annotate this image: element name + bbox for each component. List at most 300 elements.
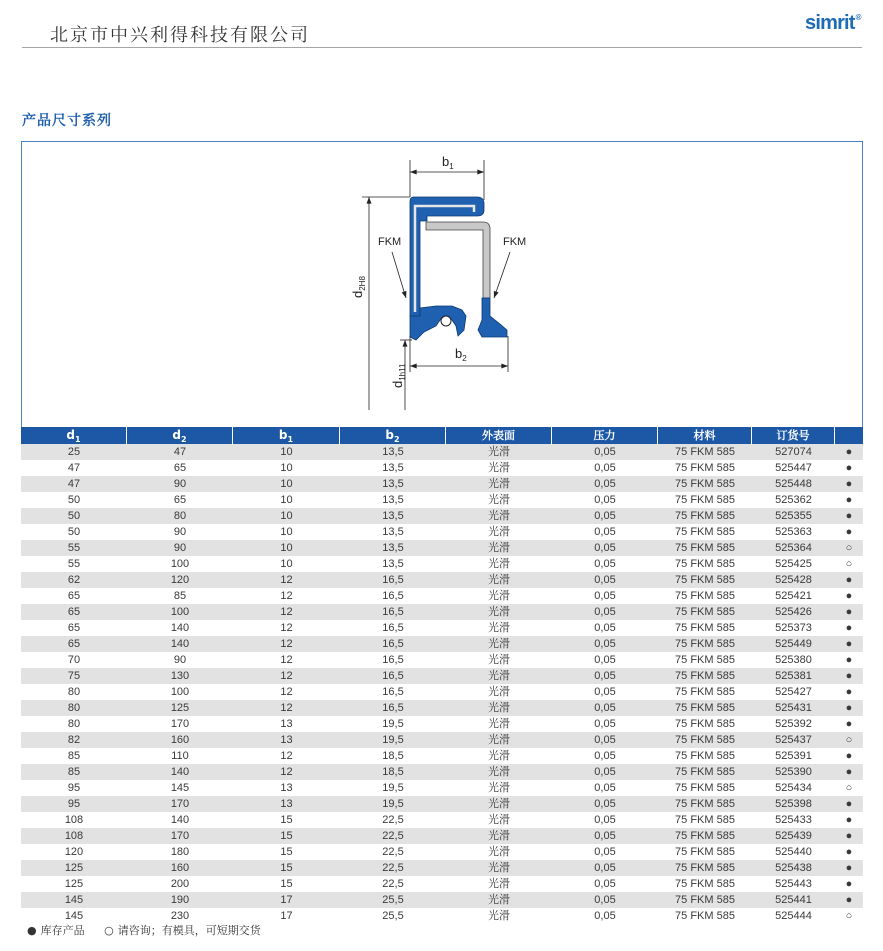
stock-legend [27,924,277,938]
cell-pressure: 0,05 [594,718,616,730]
cell-surface: 光滑 [488,526,510,538]
cell-pressure: 0,05 [594,734,616,746]
cell-material: 75 FKM 585 [675,510,735,522]
cell-b2: 13,5 [382,558,404,570]
cell-d1: 120 [64,846,84,858]
cell-pressure: 0,05 [594,638,616,650]
cell-pressure: 0,05 [594,590,616,602]
cell-surface: 光滑 [488,702,510,714]
table-row [21,812,863,828]
cell-stock: ● [845,862,853,874]
cell-material: 75 FKM 585 [675,878,735,890]
cell-material: 75 FKM 585 [675,702,735,714]
cell-d2: 170 [170,798,190,810]
cell-stock: ● [845,798,853,810]
cell-b1: 13 [280,718,293,730]
cell-b1: 10 [280,446,293,458]
cell-stock: ● [845,654,853,666]
b1-label-subscript: 1 [449,162,454,171]
cell-material: 75 FKM 585 [675,462,735,474]
cell-stock: ● [845,766,853,778]
cell-surface: 光滑 [488,622,510,634]
cell-pressure: 0,05 [594,526,616,538]
cell-d1: 145 [64,910,84,922]
cell-stock: ● [845,494,853,506]
cell-d1: 95 [67,798,81,810]
cell-b1: 12 [280,638,293,650]
cell-b2: 18,5 [382,766,404,778]
cell-pressure: 0,05 [594,574,616,586]
cell-d2: 100 [170,558,190,570]
table-row [21,700,863,716]
cell-b2: 25,5 [382,910,404,922]
cell-surface: 光滑 [488,766,510,778]
cell-d1: 70 [67,654,81,666]
cell-d2: 130 [170,670,190,682]
table-row [21,460,863,476]
cell-order-number: 525355 [775,510,812,522]
cell-d2: 140 [170,814,190,826]
cell-d1: 50 [67,494,81,506]
cell-stock: ● [845,638,853,650]
cell-stock: ● [845,462,853,474]
cell-order-number: 525448 [775,478,812,490]
cell-d1: 65 [67,622,81,634]
legend-item-in-stock [27,924,85,938]
cell-pressure: 0,05 [594,702,616,714]
simrit-logo [805,12,861,35]
cell-order-number: 525425 [775,558,812,570]
cell-surface: 光滑 [488,670,510,682]
cell-b2: 16,5 [382,590,404,602]
cell-material: 75 FKM 585 [675,734,735,746]
cell-surface: 光滑 [488,542,510,554]
cell-surface: 光滑 [488,478,510,490]
col-header-b1 [233,427,340,445]
cell-d2: 190 [170,894,190,906]
d1-label-symbol: d [390,380,405,388]
cell-pressure: 0,05 [594,510,616,522]
cell-stock: ● [845,622,853,634]
cell-b2: 16,5 [382,670,404,682]
cell-order-number: 525438 [775,862,812,874]
col-header-material: 材料 [658,427,752,445]
cell-surface: 光滑 [488,782,510,794]
cell-material: 75 FKM 585 [675,830,735,842]
cell-pressure: 0,05 [594,814,616,826]
cell-b1: 12 [280,686,293,698]
cell-b2: 22,5 [382,814,404,826]
cell-surface: 光滑 [488,718,510,730]
cell-order-number: 525363 [775,526,812,538]
cell-d1: 50 [67,526,81,538]
d2-label [350,276,367,298]
d1-label [390,363,407,388]
cell-d1: 55 [67,542,81,554]
cell-pressure: 0,05 [594,606,616,618]
cell-surface: 光滑 [488,590,510,602]
cell-pressure: 0,05 [594,542,616,554]
cell-d2: 65 [173,462,187,474]
cell-pressure: 0,05 [594,894,616,906]
table-row [21,796,863,812]
cell-stock: ○ [845,558,853,570]
cell-b1: 13 [280,798,293,810]
cell-pressure: 0,05 [594,446,616,458]
cell-d2: 140 [170,766,190,778]
cell-d1: 65 [67,590,81,602]
fkm-right-arrow [494,252,510,298]
seal-metal-insert-inner [426,222,490,298]
cell-surface: 光滑 [488,558,510,570]
cell-b1: 10 [280,478,293,490]
cell-b2: 19,5 [382,782,404,794]
cell-surface: 光滑 [488,494,510,506]
cell-stock: ● [845,702,853,714]
cell-surface: 光滑 [488,446,510,458]
table-row [21,876,863,892]
cell-material: 75 FKM 585 [675,446,735,458]
cell-order-number: 525390 [775,766,812,778]
cell-d1: 80 [67,702,81,714]
cell-material: 75 FKM 585 [675,622,735,634]
cell-material: 75 FKM 585 [675,686,735,698]
col-header-b2-symbol: b [385,428,394,442]
cell-b1: 12 [280,670,293,682]
cell-material: 75 FKM 585 [675,750,735,762]
table-body [21,444,863,924]
cell-pressure: 0,05 [594,846,616,858]
cell-b1: 12 [280,606,293,618]
cell-surface: 光滑 [488,862,510,874]
cell-d1: 62 [67,574,81,586]
cell-stock: ● [845,446,853,458]
cell-order-number: 525439 [775,830,812,842]
cell-d1: 80 [67,718,81,730]
table-row [21,444,863,460]
material-label-left: FKM [378,236,402,248]
cell-surface: 光滑 [488,894,510,906]
cell-d1: 47 [67,462,81,474]
cell-d1: 95 [67,782,81,794]
d2-label-symbol: d [350,290,365,298]
diagram-frame [21,141,863,427]
cell-stock: ○ [845,734,853,746]
cell-b1: 13 [280,734,293,746]
cell-b1: 10 [280,542,293,554]
cell-surface: 光滑 [488,910,510,922]
cell-b1: 12 [280,622,293,634]
b2-label [455,346,467,363]
b1-label [442,154,454,171]
cell-d2: 100 [170,606,190,618]
table-row [21,716,863,732]
table-row [21,492,863,508]
cell-order-number: 525428 [775,574,812,586]
col-header-surface: 外表面 [446,427,552,445]
cell-order-number: 525421 [775,590,812,602]
d2-label-subscript: 2H8 [358,276,367,291]
cell-order-number: 525364 [775,542,812,554]
cell-surface: 光滑 [488,750,510,762]
col-header-d1-subscript: 1 [75,435,81,444]
cell-b1: 10 [280,462,293,474]
cell-d1: 85 [67,750,81,762]
cell-d2: 160 [170,862,190,874]
cell-b2: 22,5 [382,862,404,874]
cell-order-number: 525449 [775,638,812,650]
cell-pressure: 0,05 [594,766,616,778]
cell-stock: ● [845,670,853,682]
cell-material: 75 FKM 585 [675,798,735,810]
cell-b1: 17 [280,910,293,922]
cell-d1: 125 [64,862,84,874]
cell-d2: 85 [173,590,187,602]
table-row [21,748,863,764]
cell-order-number: 525443 [775,878,812,890]
cell-material: 75 FKM 585 [675,670,735,682]
cell-b1: 17 [280,894,293,906]
col-header-d2-symbol: d [172,428,181,442]
cell-b2: 18,5 [382,750,404,762]
cell-b1: 15 [280,830,293,842]
cell-stock: ● [845,574,853,586]
cell-surface: 光滑 [488,830,510,842]
cell-b2: 16,5 [382,702,404,714]
cell-material: 75 FKM 585 [675,590,735,602]
cell-b2: 22,5 [382,878,404,890]
garter-spring [441,316,451,326]
cell-d1: 125 [64,878,84,890]
registered-mark: ® [855,13,861,22]
table-row [21,524,863,540]
table-row [21,572,863,588]
cell-b1: 15 [280,814,293,826]
cell-d1: 75 [67,670,81,682]
cell-pressure: 0,05 [594,478,616,490]
cell-stock: ○ [845,542,853,554]
cell-pressure: 0,05 [594,686,616,698]
cell-order-number: 525444 [775,910,812,922]
col-header-stock [835,427,863,445]
cell-d2: 170 [170,718,190,730]
cell-d1: 80 [67,686,81,698]
cell-order-number: 525398 [775,798,812,810]
seal-outer-lip [478,298,507,337]
cell-surface: 光滑 [488,878,510,890]
cell-stock: ● [845,686,853,698]
cell-surface: 光滑 [488,734,510,746]
table-header-row [21,427,863,444]
cell-d1: 65 [67,606,81,618]
cell-material: 75 FKM 585 [675,766,735,778]
col-header-d2-subscript: 2 [181,435,187,444]
cell-order-number: 525447 [775,462,812,474]
cell-stock: ● [845,750,853,762]
cell-b2: 16,5 [382,622,404,634]
cell-pressure: 0,05 [594,654,616,666]
cell-d1: 50 [67,510,81,522]
logo-text: simrit [805,12,855,34]
table-row [21,620,863,636]
cell-pressure: 0,05 [594,910,616,922]
cell-pressure: 0,05 [594,670,616,682]
cell-pressure: 0,05 [594,782,616,794]
col-header-b1-subscript: 1 [287,435,294,444]
cell-b2: 19,5 [382,798,404,810]
legend-item-inquire [104,924,261,938]
cell-material: 75 FKM 585 [675,910,735,922]
cell-material: 75 FKM 585 [675,478,735,490]
cell-b1: 15 [280,846,293,858]
cell-b1: 10 [280,558,293,570]
table-row [21,540,863,556]
table-row [21,908,863,924]
material-label-right: FKM [503,236,527,248]
legend-label-inquire: 请咨询；有模具，可短期交货 [117,924,261,937]
cell-d1: 85 [67,766,81,778]
col-header-d1 [21,427,127,445]
table-row [21,652,863,668]
cell-material: 75 FKM 585 [675,542,735,554]
cell-d1: 82 [67,734,81,746]
cell-pressure: 0,05 [594,622,616,634]
cell-material: 75 FKM 585 [675,526,735,538]
table-row [21,508,863,524]
fkm-left-arrow [392,252,406,298]
cell-d2: 120 [170,574,190,586]
cell-stock: ○ [845,910,853,922]
cell-order-number: 525434 [775,782,812,794]
cell-d2: 230 [170,910,190,922]
cell-material: 75 FKM 585 [675,862,735,874]
cell-b2: 25,5 [382,894,404,906]
cell-order-number: 525431 [775,702,812,714]
seal-cross-section-diagram [22,142,862,427]
cell-d2: 145 [170,782,190,794]
cell-pressure: 0,05 [594,494,616,506]
cell-stock: ● [845,878,853,890]
d1-label-subscript: 1h11 [398,363,407,381]
company-name: 北京市中兴利得科技有限公司 [50,25,310,46]
cell-stock: ● [845,510,853,522]
cell-material: 75 FKM 585 [675,654,735,666]
legend-label-in-stock: 库存产品 [40,924,85,937]
cell-d2: 180 [170,846,190,858]
table-row [21,764,863,780]
cell-order-number: 525380 [775,654,812,666]
cell-b2: 13,5 [382,478,404,490]
col-header-d1-symbol: d [66,428,75,442]
cell-order-number: 525373 [775,622,812,634]
cell-material: 75 FKM 585 [675,558,735,570]
cell-surface: 光滑 [488,638,510,650]
cell-b1: 10 [280,510,293,522]
table-row [21,588,863,604]
cell-surface: 光滑 [488,574,510,586]
cell-b1: 10 [280,526,293,538]
cell-stock: ● [845,894,853,906]
cell-material: 75 FKM 585 [675,814,735,826]
cell-b2: 16,5 [382,638,404,650]
open-circle-icon: ○ [104,924,114,937]
cell-surface: 光滑 [488,686,510,698]
cell-b2: 13,5 [382,446,404,458]
cell-b1: 12 [280,574,293,586]
cell-surface: 光滑 [488,654,510,666]
cell-surface: 光滑 [488,462,510,474]
cell-pressure: 0,05 [594,862,616,874]
b1-label-symbol: b [442,154,450,169]
table-row [21,604,863,620]
cell-b1: 12 [280,702,293,714]
col-header-b1-symbol: b [278,428,288,442]
cell-b1: 15 [280,862,293,874]
cell-d2: 80 [173,510,187,522]
table-row [21,476,863,492]
cell-d2: 90 [173,526,187,538]
cell-b2: 13,5 [382,526,404,538]
cell-d1: 65 [67,638,81,650]
cell-material: 75 FKM 585 [675,494,735,506]
cell-surface: 光滑 [488,510,510,522]
col-header-b2-subscript: 2 [394,435,400,444]
cell-b1: 13 [280,782,293,794]
cell-order-number: 525433 [775,814,812,826]
cell-stock: ● [845,606,853,618]
cell-material: 75 FKM 585 [675,894,735,906]
cell-b2: 13,5 [382,494,404,506]
cell-stock: ● [845,814,853,826]
cell-d2: 125 [170,702,190,714]
section-title: 产品尺寸系列 [22,113,112,129]
cell-pressure: 0,05 [594,878,616,890]
cell-pressure: 0,05 [594,750,616,762]
col-header-d2 [127,427,233,445]
cell-pressure: 0,05 [594,558,616,570]
cell-b2: 16,5 [382,654,404,666]
cell-order-number: 527074 [775,446,812,458]
cell-d2: 47 [173,446,187,458]
cell-b1: 12 [280,590,293,602]
filled-circle-icon: ● [27,924,37,937]
cell-d1: 47 [67,478,81,490]
cell-b2: 22,5 [382,830,404,842]
cell-d1: 145 [64,894,84,906]
cell-b2: 16,5 [382,606,404,618]
cell-material: 75 FKM 585 [675,574,735,586]
cell-b2: 13,5 [382,542,404,554]
seal-drawing [410,197,507,340]
table-row [21,844,863,860]
table-row [21,636,863,652]
cell-d2: 170 [170,830,190,842]
cell-order-number: 525427 [775,686,812,698]
table-row [21,860,863,876]
cell-surface: 光滑 [488,814,510,826]
cell-d1: 25 [67,446,81,458]
cell-order-number: 525440 [775,846,812,858]
table-row [21,684,863,700]
cell-b1: 12 [280,766,293,778]
cell-stock: ● [845,590,853,602]
cell-d2: 110 [171,750,189,762]
cell-material: 75 FKM 585 [675,718,735,730]
cell-pressure: 0,05 [594,830,616,842]
cell-surface: 光滑 [488,606,510,618]
cell-surface: 光滑 [488,798,510,810]
col-header-b2 [340,427,446,445]
